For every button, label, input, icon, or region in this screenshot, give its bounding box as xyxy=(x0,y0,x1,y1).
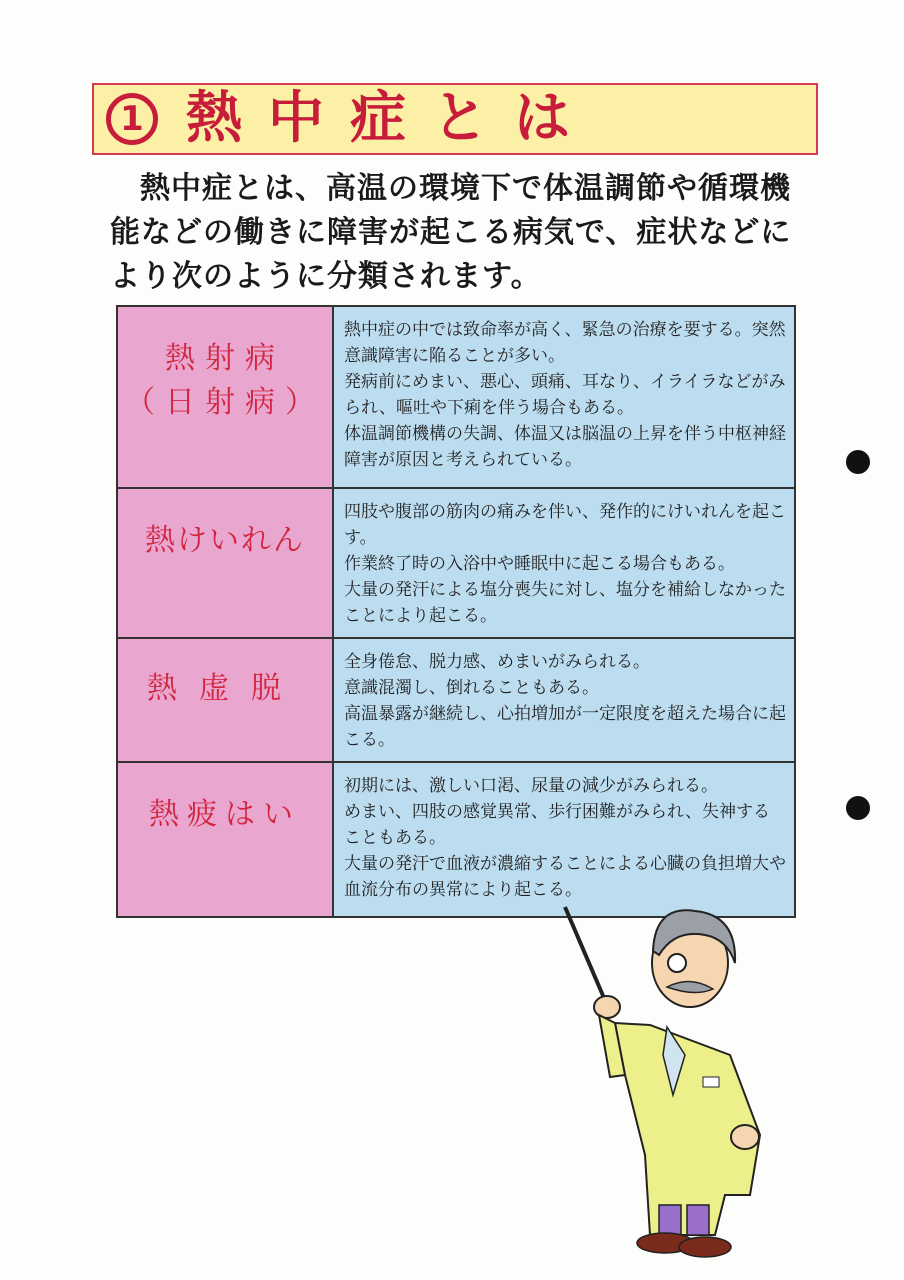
desc-line: 熱中症の中では致命率が高く、緊急の治療を要する。突然意識障害に陥ることが多い。 xyxy=(344,320,786,366)
table-row xyxy=(117,306,795,488)
desc-line: 意識混濁し、倒れることもある。 xyxy=(344,678,599,698)
desc-line: 高温暴露が継続し、心拍増加が一定限度を超えた場合に起こる。 xyxy=(344,704,786,750)
classification-table xyxy=(116,305,796,918)
row-desc-cell xyxy=(333,306,795,488)
desc-line: 体温調節機構の失調、体温又は脳温の上昇を伴う中枢神経障害が原因と考えられている。 xyxy=(344,424,786,470)
punch-hole xyxy=(846,796,870,820)
row-name-cell xyxy=(117,488,333,638)
desc-line: 作業終了時の入浴中や睡眠中に起こる場合もある。 xyxy=(344,554,735,574)
title-banner xyxy=(92,83,818,155)
row-name-cell xyxy=(117,762,333,917)
desc-line: 全身倦怠、脱力感、めまいがみられる。 xyxy=(344,652,650,672)
desc-line: 大量の発汗で血液が濃縮することによる心臓の負担増大や血流分布の異常により起こる。 xyxy=(344,854,786,900)
professor-illustration xyxy=(555,905,775,1265)
row-name: 熱疲はい xyxy=(149,797,301,832)
row-desc-cell xyxy=(333,488,795,638)
row-name: 熱虚脱 xyxy=(147,671,303,706)
page-title: 熱中症とは xyxy=(186,86,596,151)
desc-line: 初期には、激しい口渇、尿量の減少がみられる。 xyxy=(344,776,718,796)
intro-paragraph: 熱中症とは、高温の環境下で体温調節や循環機能などの働きに障害が起こる病気で、症状などにより次のように分類されます。 xyxy=(110,171,792,294)
table-row xyxy=(117,488,795,638)
row-desc-cell xyxy=(333,762,795,917)
row-subname: （日射病） xyxy=(125,385,325,420)
desc-line: 発病前にめまい、悪心、頭痛、耳なり、イライラなどがみられ、嘔吐や下痢を伴う場合もある。 xyxy=(344,372,786,418)
desc-line: めまい、四肢の感覚異常、歩行困難がみられ、失神することもある。 xyxy=(344,802,771,848)
row-name: 熱射病 xyxy=(165,341,285,376)
row-name-cell xyxy=(117,638,333,762)
title-number: 1 xyxy=(106,93,158,145)
table-row xyxy=(117,638,795,762)
desc-line: 大量の発汗による塩分喪失に対し、塩分を補給しなかったことにより起こる。 xyxy=(344,580,786,626)
table-row xyxy=(117,762,795,917)
punch-hole xyxy=(846,450,870,474)
row-name-cell xyxy=(117,306,333,488)
desc-line: 四肢や腹部の筋肉の痛みを伴い、発作的にけいれんを起こす。 xyxy=(344,502,786,548)
row-name: 熱けいれん xyxy=(145,523,305,558)
row-desc-cell xyxy=(333,638,795,762)
